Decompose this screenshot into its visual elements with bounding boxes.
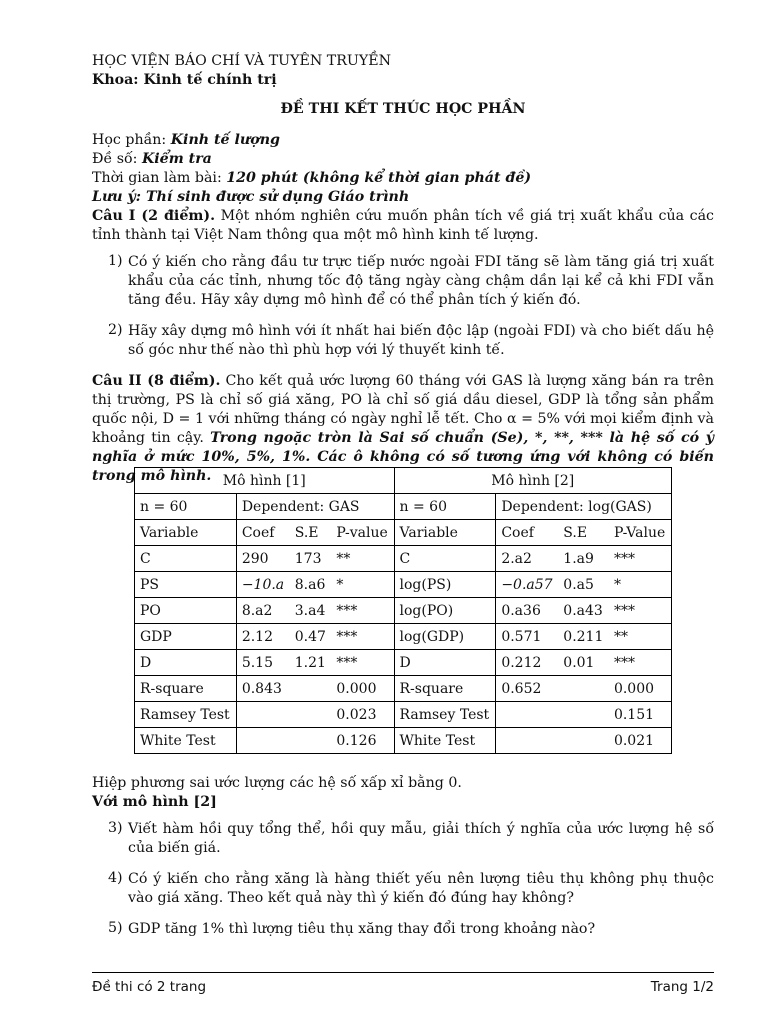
exam-title: ĐỀ THI KẾT THÚC HỌC PHẦN: [280, 101, 526, 117]
model-1-n: n = 60: [135, 494, 237, 520]
table-cell: 0.571: [496, 624, 558, 650]
table-cell: 8.a6: [290, 572, 332, 598]
table-cell: *: [609, 572, 672, 598]
table-cell: Ramsey Test: [394, 702, 496, 728]
table-cell: S.E: [290, 520, 332, 546]
table-cell: 0.652: [496, 676, 609, 702]
exam-note: Lưu ý: Thí sinh được sử dụng Giáo trình: [92, 189, 410, 205]
item-text: Hãy xây dựng mô hình với ít nhất hai biến độc lập (ngoài FDI) và cho biết dấu hệ số góc như thế nào thì phù hợp với lý thuyết kinh tế.: [128, 323, 714, 358]
item-text: GDP tăng 1% thì lượng tiêu thụ xăng thay đổi trong khoảng nào?: [128, 921, 596, 937]
item-text: Có ý kiến cho rằng đầu tư trực tiếp nước ngoài FDI tăng sẽ làm tăng giá trị xuất khẩu của các tỉnh, nhưng tốc độ tăng ngày càng chậm dần lại kể cả khi FDI vẫn tăng đều. Hãy xây dựng mô hình để có thể phân tích ý kiến đó.: [128, 254, 714, 308]
course-line: [92, 131, 714, 150]
table-cell: ***: [331, 624, 394, 650]
model-2-n: n = 60: [394, 494, 496, 520]
table-cell: D: [135, 650, 237, 676]
table-cell: Coef: [236, 520, 289, 546]
table-cell: [496, 702, 609, 728]
model-1-dependent: Dependent: GAS: [236, 494, 394, 520]
time-line: [92, 169, 714, 188]
table-row: [135, 598, 672, 624]
list-item: [92, 820, 714, 858]
item-number: 2): [108, 322, 123, 338]
exam-page: [92, 52, 714, 486]
question-2-heading: Câu II (8 điểm).: [92, 373, 221, 389]
table-cell: GDP: [135, 624, 237, 650]
table-cell: 2.a2: [496, 546, 558, 572]
table-row: [135, 650, 672, 676]
item-number: 3): [108, 820, 123, 836]
course-label: Học phần:: [92, 132, 171, 148]
model-1-title: Mô hình [1]: [135, 468, 395, 494]
table-cell: 8.a2: [236, 598, 289, 624]
question-1-heading: Câu I (2 điểm).: [92, 208, 216, 224]
table-cell: P-value: [331, 520, 394, 546]
table-cell: 0.126: [331, 728, 394, 754]
table-cell: R-square: [135, 676, 237, 702]
table-row: [135, 702, 672, 728]
table-header-row: [135, 468, 672, 494]
table-cell: [236, 702, 331, 728]
table-cell: PO: [135, 598, 237, 624]
list-item: [92, 870, 714, 908]
table-row: [135, 572, 672, 598]
regression-results-table: [134, 467, 672, 754]
table-row: [135, 546, 672, 572]
table-cell: P-Value: [609, 520, 672, 546]
table-cell: Variable: [394, 520, 496, 546]
table-row: [135, 676, 672, 702]
table-row: [135, 520, 672, 546]
table-cell: **: [331, 546, 394, 572]
table-cell: 0.47: [290, 624, 332, 650]
table-cell: Variable: [135, 520, 237, 546]
table-cell: 0.211: [558, 624, 609, 650]
page-footer: [92, 972, 714, 995]
model-2-title: Mô hình [2]: [394, 468, 671, 494]
item-number: 5): [108, 920, 123, 936]
table-cell: *: [331, 572, 394, 598]
table-cell: 0.843: [236, 676, 331, 702]
table-cell: 0.212: [496, 650, 558, 676]
question-2-emphasis: Trong ngoặc tròn là Sai số chuẩn (Se), *, **, *** là hệ số có ý nghĩa ở mức 10%, 5%, 1%. Các ô không có số tương ứng với không có biến trong mô hình.: [92, 430, 714, 484]
table-cell: 0.000: [609, 676, 672, 702]
section-after-table: [92, 774, 714, 939]
exam-code-line: [92, 150, 714, 169]
question-1-intro: Một nhóm nghiên cứu muốn phân tích về giá trị xuất khẩu của các tỉnh thành tại Việt Nam thông qua một mô hình kinh tế lượng.: [92, 208, 714, 243]
table-row: [135, 494, 672, 520]
faculty-name: Khoa: Kinh tế chính trị: [92, 72, 277, 88]
footer-page-count: Đề thi có 2 trang: [92, 979, 207, 995]
table-row: [135, 624, 672, 650]
table-cell: [236, 728, 331, 754]
item-text: Viết hàm hồi quy tổng thể, hồi quy mẫu, giải thích ý nghĩa của ước lượng hệ số của biến giá.: [128, 821, 714, 856]
table-cell: 2.12: [236, 624, 289, 650]
table-cell: D: [394, 650, 496, 676]
table-row: [135, 728, 672, 754]
table-cell: C: [394, 546, 496, 572]
table-cell: ***: [331, 650, 394, 676]
item-number: 4): [108, 870, 123, 886]
exam-code-label: Đề số:: [92, 151, 142, 167]
table-cell: Coef: [496, 520, 558, 546]
table-cell: 1.21: [290, 650, 332, 676]
question-1: [92, 207, 714, 245]
table-cell: White Test: [394, 728, 496, 754]
time-label: Thời gian làm bài:: [92, 170, 227, 186]
table-cell: 3.a4: [290, 598, 332, 624]
model-2-heading: Với mô hình [2]: [92, 794, 217, 810]
table-cell: 5.15: [236, 650, 289, 676]
item-text: Có ý kiến cho rằng xăng là hàng thiết yếu nên lượng tiêu thụ không phụ thuộc vào giá xăng. Theo kết quả này thì ý kiến đó đúng hay không?: [128, 871, 714, 906]
table-cell: ***: [609, 598, 672, 624]
table-cell: 173: [290, 546, 332, 572]
table-cell: 0.a43: [558, 598, 609, 624]
table-cell: C: [135, 546, 237, 572]
table-cell: 1.a9: [558, 546, 609, 572]
table-cell: [496, 728, 609, 754]
table-cell: ***: [331, 598, 394, 624]
time-value: 120 phút (không kể thời gian phát đề): [226, 170, 532, 186]
table-cell: 0.01: [558, 650, 609, 676]
table-cell: log(GDP): [394, 624, 496, 650]
table-cell: ***: [609, 650, 672, 676]
course-value: Kinh tế lượng: [170, 132, 280, 148]
table-cell: 290: [236, 546, 289, 572]
table-cell: log(PO): [394, 598, 496, 624]
table-cell: 0.021: [609, 728, 672, 754]
footer-page-number: Trang 1/2: [650, 979, 714, 995]
table-cell: log(PS): [394, 572, 496, 598]
table-cell: 0.000: [331, 676, 394, 702]
table-cell: 0.151: [609, 702, 672, 728]
covariance-note: Hiệp phương sai ước lượng các hệ số xấp xỉ bằng 0.: [92, 775, 462, 791]
table-cell: S.E: [558, 520, 609, 546]
table-cell: −10.a: [236, 572, 289, 598]
question-2-intro: Cho kết quả ước lượng 60 tháng với GAS là lượng xăng bán ra trên thị trường, PS là chỉ số giá xăng, PO là chỉ số giá dầu diesel, GDP là tổng sản phẩm quốc nội, D = 1 với những tháng có ngày nghỉ lễ tết. Cho α = 5% với mọi kiểm định và khoảng tin cậy.: [92, 373, 714, 446]
institution-name: HỌC VIỆN BÁO CHÍ VÀ TUYÊN TRUYỀN: [92, 53, 391, 69]
model-2-dependent: Dependent: log(GAS): [496, 494, 672, 520]
exam-code-value: Kiểm tra: [141, 151, 212, 167]
table-cell: 0.a5: [558, 572, 609, 598]
table-cell: **: [609, 624, 672, 650]
table-cell: −0.a57: [496, 572, 558, 598]
list-item: [92, 322, 714, 360]
list-item: [92, 253, 714, 310]
table-cell: R-square: [394, 676, 496, 702]
table-cell: 0.a36: [496, 598, 558, 624]
table-cell: Ramsey Test: [135, 702, 237, 728]
table-cell: PS: [135, 572, 237, 598]
list-item: [92, 920, 714, 939]
table-cell: White Test: [135, 728, 237, 754]
table-cell: ***: [609, 546, 672, 572]
table-cell: 0.023: [331, 702, 394, 728]
item-number: 1): [108, 253, 123, 269]
